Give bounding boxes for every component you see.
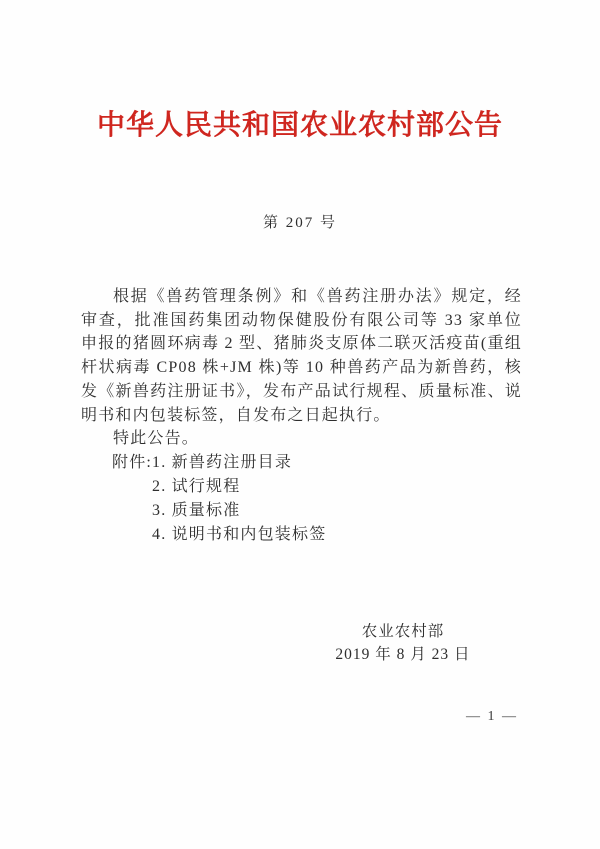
attachment-item-1: 1. 新兽药注册目录 [152,454,293,471]
attachment-item-4: 4. 说明书和内包装标签 [152,526,327,543]
attachment-item-2: 2. 试行规程 [152,478,241,495]
document-number: 第 207 号 [262,215,337,231]
signature-date: 2019 年 8 月 23 日 [335,646,471,663]
attachments-label: 附件: [112,454,153,471]
page-title: 中华人民共和国农业农村部公告 [96,110,503,141]
attachment-item-3: 3. 质量标准 [152,502,241,519]
signature-issuer: 农业农村部 [361,623,445,640]
body-text [81,285,522,451]
page-number: — 1 — [466,709,518,724]
attachment-row [112,451,326,475]
body-paragraph-closing: 特此公告。 [113,430,200,448]
body-paragraph-main: 根据《兽药管理条例》和《兽药注册办法》规定，经审查，批准国药集团动物保健股份有限公司等 33 家单位申报的猪圆环病毒 2 型、猪肺炎支原体二联灭活疫苗(重组杆状病毒 CP08 株+JM 株)等 10 种兽药产品为新兽药，核发《新兽药注册证书》，发布产品试行规程、质量标准、说明书和内包装标签，自发布之日起执行。 [81,288,522,424]
attachments-section [112,451,326,547]
signature-block [330,620,476,666]
